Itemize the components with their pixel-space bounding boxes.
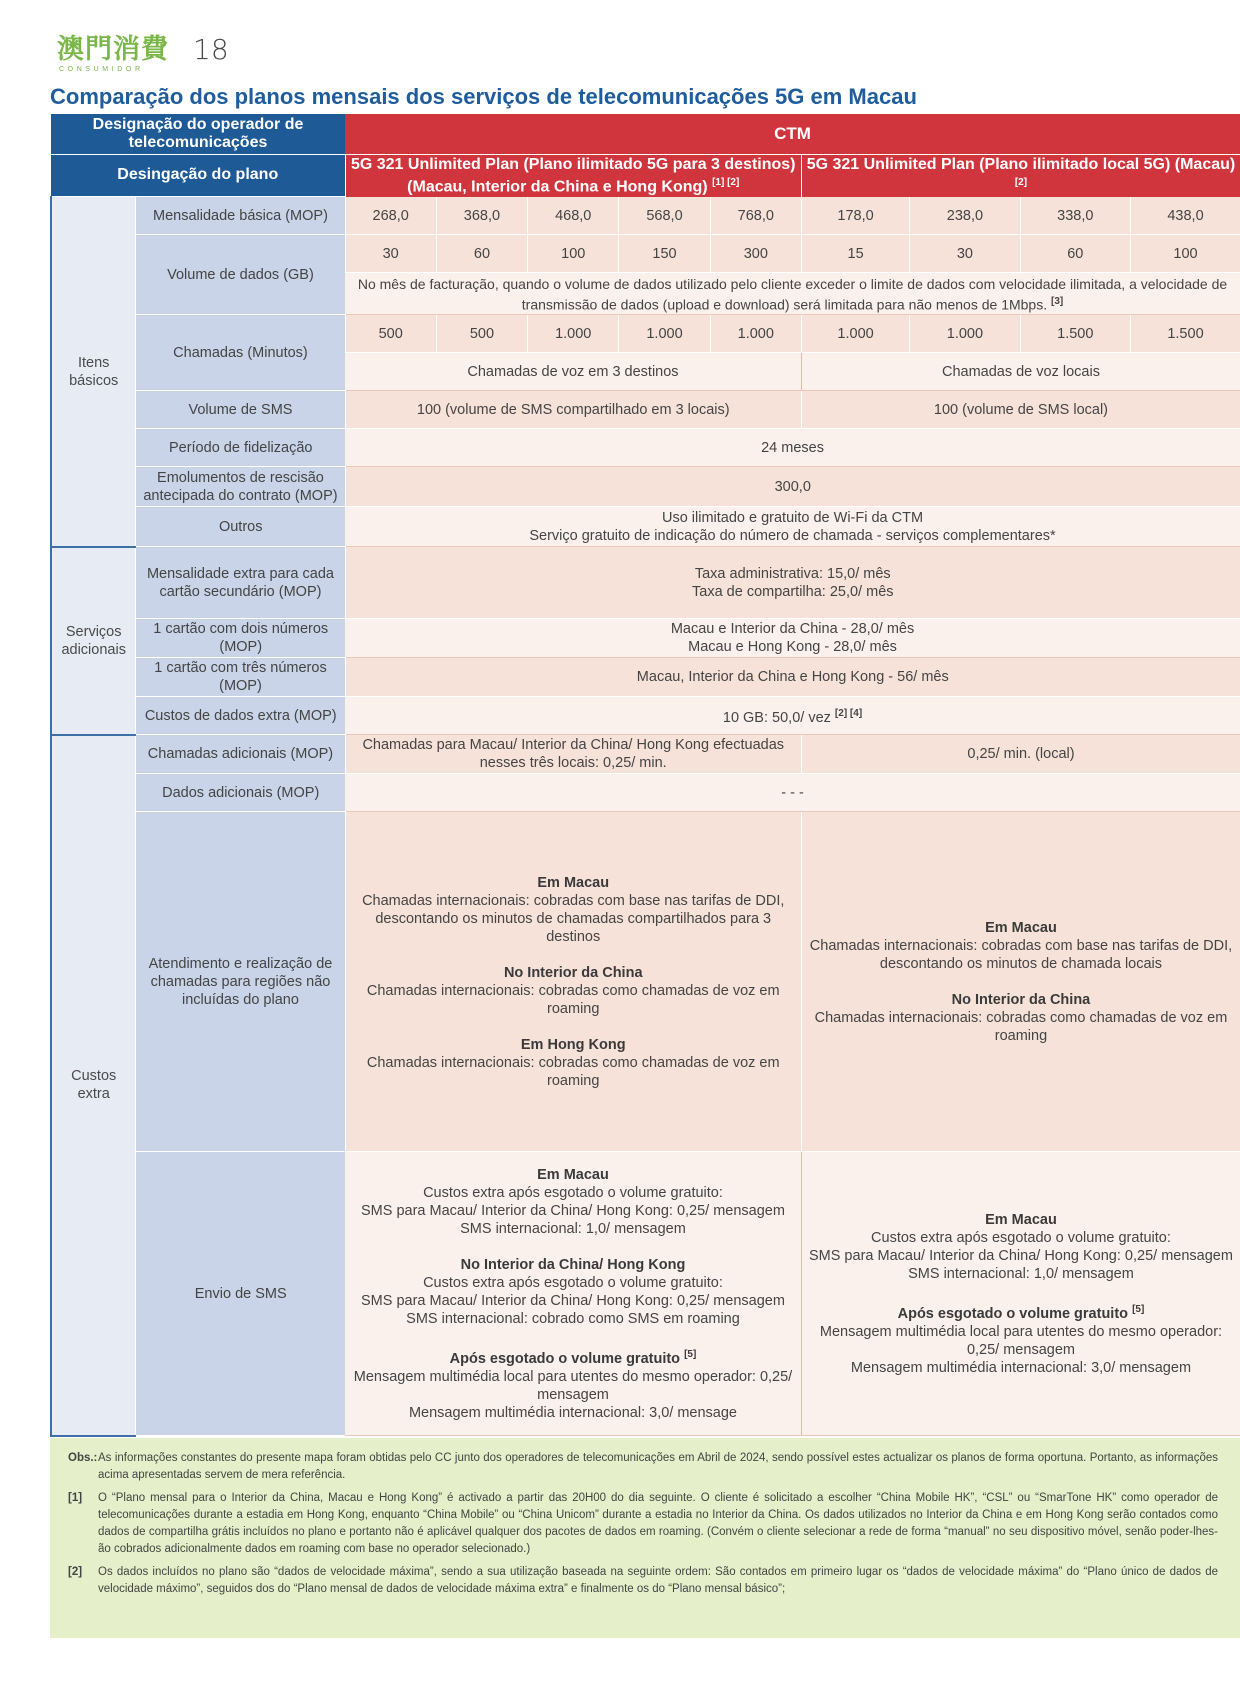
others-value: Uso ilimitado e gratuito de Wi-Fi da CTM Serviço gratuito de indicação do número de chamada - serviços complementares* [345,507,1240,547]
secondary-card-label: Mensalidade extra para cada cartão secundário (MOP) [136,547,345,619]
monthly-value: 368,0 [436,197,527,235]
calls-value: 1.000 [710,315,801,353]
data-value: 100 [528,235,619,273]
data-speed-note: No mês de facturação, quando o volume de dados utilizado pelo cliente exceder o limite de dados com velocidade ilimitada, a velocidade de transmissão de dados (upload e download) será limitada para não menos de 1Mbps. [3] [345,273,1240,315]
three-numbers-row [51,658,1240,697]
footnote-2: [2] Os dados incluídos no plano são “dados de velocidade máxima”, sendo a sua utilização baseada na seguinte ordem: São contados em primeiro lugar os “dados de velocidade máxima” do “Plano único de dados de velocidade máximo”, seguidos dos do “Plano mensal de dados de velocidade máxima extra” e finalmente os do “Plano mensal básico”; [68,1566,1218,1595]
plan1-name: 5G 321 Unlimited Plan (Plano ilimitado 5G para 3 destinos) (Macau, Interior da China e Hong Kong) [1] [2] [345,154,801,197]
data-value: 60 [1020,235,1130,273]
section-extra: Custos extra [51,735,136,1436]
extra-data-value: 10 GB: 50,0/ vez [2] [4] [345,697,1240,735]
calls-value: 1.000 [801,315,909,353]
data-row [51,235,1240,273]
calls-note-plan2: Chamadas de voz locais [801,353,1240,391]
page-title: Comparação dos planos mensais dos serviços de telecomunicações 5G em Macau [50,84,917,109]
monthly-value: 768,0 [710,197,801,235]
monthly-value: 338,0 [1020,197,1130,235]
calls-value: 1.500 [1020,315,1130,353]
sms-send-plan1: Em Macau Custos extra após esgotado o volume gratuito: SMS para Macau/ Interior da China/ Hong Kong: 0,25/ mensagem SMS internacional: 1,0/ mensagem No Interior da China/ Hong Kong Custos extra após esgotado o volume gratuito: SMS para Macau/ Interior da China/ Hong Kong: 0,25/ mensagem SMS internacional: cobrado como SMS em roaming Após esgotado o volume gratuito [5] Mensagem multimédia local para utentes do mesmo operador: 0,25/ mensagem Mensagem multimédia internacional: 3,0/ mensage [345,1152,801,1436]
calls-label: Chamadas (Minutos) [136,315,345,391]
sms-plan1: 100 (volume de SMS compartilhado em 3 locais) [345,391,801,429]
termination-value: 300,0 [345,467,1240,507]
roaming-plan1: Em Macau Chamadas internacionais: cobradas com base nas tarifas de DDI, descontando os minutos de chamadas compartilhados para 3 destinos No Interior da China Chamadas internacionais: cobradas como chamadas de voz em roaming Em Hong Kong Chamadas internacionais: cobradas como chamadas de voz em roaming [345,812,801,1152]
extra-data-label: Custos de dados extra (MOP) [136,697,345,735]
sms-row [51,391,1240,429]
page-header [57,34,229,78]
additional-data-row [51,774,1240,812]
secondary-card-row [51,547,1240,619]
sms-send-plan2: Em Macau Custos extra após esgotado o volume gratuito: SMS para Macau/ Interior da China/ Hong Kong: 0,25/ mensagem SMS internacional: 1,0/ mensagem Após esgotado o volume gratuito [5] Mensagem multimédia local para utentes do mesmo operador: 0,25/ mensagem Mensagem multimédia internacional: 3,0/ mensagem [801,1152,1240,1436]
comparison-table [50,114,1240,1437]
footnote-1: [1] O “Plano mensal para o Interior da China, Macau e Hong Kong” é activado a partir das 20H00 do dia seguinte. O cliente é solicitado a escolher “China Mobile HK”, “CSL” ou “SmarTone HK” como operador de telecomunicações durante a estadia em Hong Kong, enquanto “China Mobile” ou “China Unicom” durante a estadia no Interior da China. Os dados utilizados no Interior da China e em Hong Kong serão contados como dados de compartilha grátis incluídos no plano e portanto não é aplicável qualquer dos pacotes de dados em roaming. (Convém o cliente selecionar a rede de forma “manual” no seu dispositivo móvel, senão poder-lhes-ão cobrados adicionalmente dados em roaming com base no operador selecionado.) [68,1492,1218,1555]
others-row [51,507,1240,547]
data-value: 100 [1130,235,1240,273]
data-value: 15 [801,235,909,273]
extra-calls-label: Chamadas adicionais (MOP) [136,735,345,774]
termination-row [51,467,1240,507]
monthly-value: 268,0 [345,197,436,235]
sms-label: Volume de SMS [136,391,345,429]
monthly-value: 438,0 [1130,197,1240,235]
sms-send-label: Envio de SMS [136,1152,345,1436]
calls-value: 1.000 [910,315,1020,353]
extra-calls-plan2: 0,25/ min. (local) [801,735,1240,774]
monthly-value: 178,0 [801,197,909,235]
footnote-obs: Obs.:As informações constantes do presente mapa foram obtidas pelo CC junto dos operadores de telecomunicações em Abril de 2024, sendo possível estes actualizar os planos de forma oportuna. Portanto, as informações acima apresentadas servem de mera referência. [68,1452,1218,1481]
data-value: 150 [619,235,710,273]
data-value: 60 [436,235,527,273]
extra-calls-row [51,735,1240,774]
extra-calls-plan1: Chamadas para Macau/ Interior da China/ Hong Kong efectuadas nesses três locais: 0,25/ min. [345,735,801,774]
data-value: 30 [345,235,436,273]
extra-data-row [51,697,1240,735]
calls-row [51,315,1240,353]
three-numbers-label: 1 cartão com três números (MOP) [136,658,345,697]
monthly-row [51,197,1240,235]
consumidor-logo [57,34,175,78]
loyalty-row [51,429,1240,467]
sms-plan2: 100 (volume de SMS local) [801,391,1240,429]
roaming-row [51,812,1240,1152]
operator-label: Designação do operador de telecomunicações [51,114,345,154]
others-label: Outros [136,507,345,547]
roaming-plan2: Em Macau Chamadas internacionais: cobradas com base nas tarifas de DDI, descontando os minutos de chamada locais No Interior da China Chamadas internacionais: cobradas como chamadas de voz em roaming [801,812,1240,1152]
loyalty-label: Período de fidelização [136,429,345,467]
monthly-value: 238,0 [910,197,1020,235]
termination-label: Emolumentos de rescisão antecipada do contrato (MOP) [136,467,345,507]
loyalty-value: 24 meses [345,429,1240,467]
monthly-label: Mensalidade básica (MOP) [136,197,345,235]
monthly-value: 568,0 [619,197,710,235]
monthly-value: 468,0 [528,197,619,235]
two-numbers-row [51,619,1240,658]
data-value: 30 [910,235,1020,273]
two-numbers-label: 1 cartão com dois números (MOP) [136,619,345,658]
sms-send-row [51,1152,1240,1436]
calls-note-plan1: Chamadas de voz em 3 destinos [345,353,801,391]
calls-value: 1.000 [528,315,619,353]
plan-label: Desingação do plano [51,154,345,197]
additional-data-label: Dados adicionais (MOP) [136,774,345,812]
section-additional: Serviços adicionais [51,547,136,735]
section-basic: Itens básicos [51,197,136,547]
logo-english-text: CONSUMIDOR [59,66,144,73]
three-numbers-value: Macau, Interior da China e Hong Kong - 56/ mês [345,658,1240,697]
additional-data-value: - - - [345,774,1240,812]
plan-row [51,154,1240,197]
calls-value: 500 [436,315,527,353]
footnotes-box [50,1438,1240,1638]
plan2-name: 5G 321 Unlimited Plan (Plano ilimitado local 5G) (Macau) [2] [801,154,1240,197]
logo-chinese-text: 澳門消費 [57,34,169,65]
two-numbers-value: Macau e Interior da China - 28,0/ mês Macau e Hong Kong - 28,0/ mês [345,619,1240,658]
calls-value: 500 [345,315,436,353]
roaming-label: Atendimento e realização de chamadas para regiões não incluídas do plano [136,812,345,1152]
page-number: 18 [193,33,229,66]
data-label: Volume de dados (GB) [136,235,345,315]
calls-value: 1.000 [619,315,710,353]
data-value: 300 [710,235,801,273]
operator-name: CTM [345,114,1240,154]
calls-value: 1.500 [1130,315,1240,353]
operator-row [51,114,1240,154]
secondary-card-value: Taxa administrativa: 15,0/ mês Taxa de compartilha: 25,0/ mês [345,547,1240,619]
